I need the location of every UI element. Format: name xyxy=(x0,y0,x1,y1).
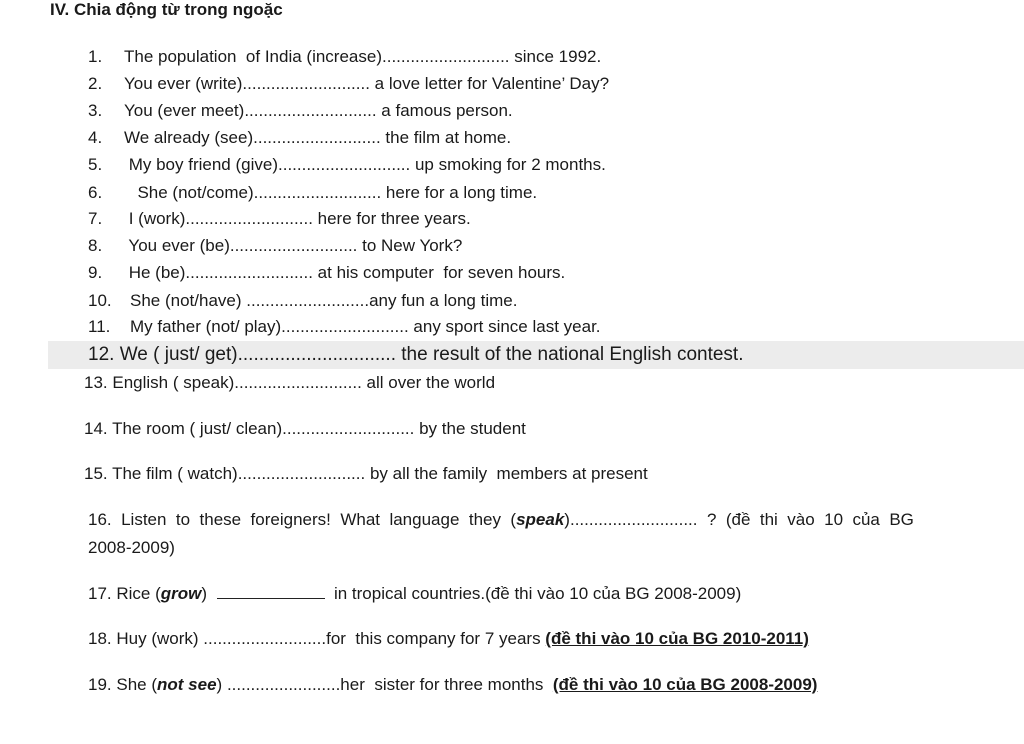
list-item: 12. We ( just/ get).............................. the result of the national English contest. xyxy=(88,344,744,365)
list-item: 15. The film ( watch)........................... by all the family members at present xyxy=(84,464,648,483)
list-item: 7. I (work)........................... here for three years. xyxy=(88,209,471,228)
list-item: 9. He (be)........................... at his computer for seven hours. xyxy=(88,263,566,282)
list-item: 11. My father (not/ play)........................... any sport since last year. xyxy=(88,317,601,336)
list-item: 13. English ( speak)........................... all over the world xyxy=(84,373,496,392)
list-item: 5. My boy friend (give)............................ up smoking for 2 months. xyxy=(88,155,606,174)
list-item: 3. You (ever meet)............................ a famous person. xyxy=(88,101,513,120)
list-item: 19. She (not see) ........................her sister for three months (đề thi vào 10 của BG 2008-2009) xyxy=(88,675,818,694)
list-item: 14. The room ( just/ clean)............................ by the student xyxy=(84,419,526,438)
list-item: 16. Listen to these foreigners! What language they (speak)........................... ? (đề thi vào 10 của BG xyxy=(88,510,914,529)
list-item: 1. The population of India (increase)........................... since 1992. xyxy=(88,47,602,66)
list-item: 6. She (not/come)........................... here for a long time. xyxy=(88,183,538,202)
list-item: 17. Rice (grow) in tropical countries.(đề thi vào 10 của BG 2008-2009) xyxy=(88,584,742,603)
list-item: 10. She (not/have) ..........................any fun a long time. xyxy=(88,291,518,310)
list-item: 4. We already (see)........................... the film at home. xyxy=(88,128,512,147)
list-item: 8. You ever (be)........................... to New York? xyxy=(88,236,463,255)
exercise-heading: IV. Chia động từ trong ngoặc xyxy=(50,0,283,19)
list-item: 2. You ever (write)........................... a love letter for Valentine’ Day? xyxy=(88,74,610,93)
list-item-continuation: 2008-2009) xyxy=(88,538,175,557)
answer-underline xyxy=(217,584,325,599)
list-item: 18. Huy (work) ..........................for this company for 7 years (đề thi vào 10 của BG 2010-2011) xyxy=(88,629,809,648)
